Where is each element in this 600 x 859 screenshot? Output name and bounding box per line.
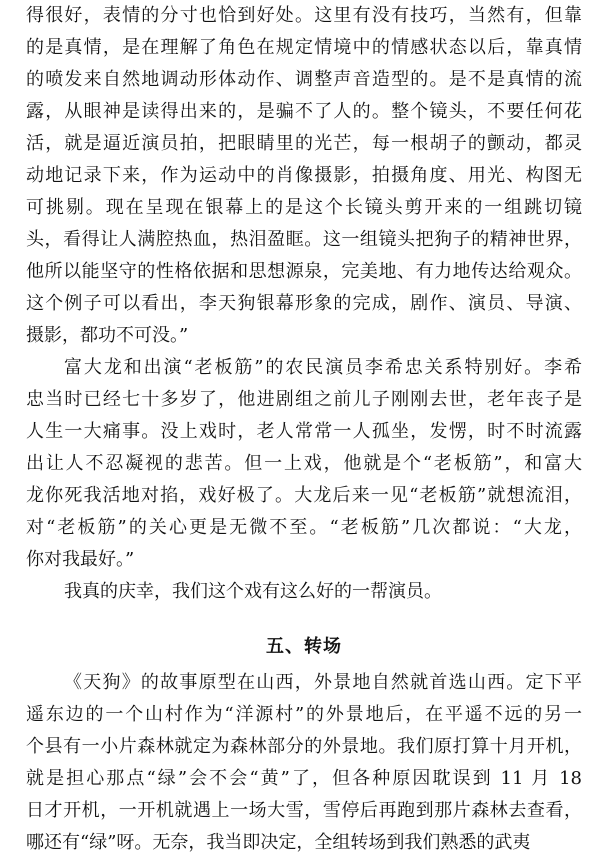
- text-line: 人生一大痛事。没上戏时，老人常常一人孤坐，发愣，时不时流露: [26, 421, 582, 442]
- text-line: 得很好，表情的分寸也恰到好处。这里有没有技巧，当然有，但靠: [26, 5, 582, 26]
- text-line: 活，就是逼近演员拍，把眼睛里的光芒，每一根胡子的颤动，都灵: [26, 133, 582, 154]
- text-line: 忠当时已经七十多岁了，他进剧组之前儿子刚刚去世，老年丧子是: [26, 389, 582, 410]
- text-line: 遥东边的一个山村作为“洋源村”的外景地后，在平遥不远的另一: [26, 704, 582, 725]
- text-line: 《天狗》的故事原型在山西，外景地自然就首选山西。定下平: [64, 672, 582, 693]
- paragraph: [26, 0, 582, 352]
- section-heading: 五、转场: [266, 636, 342, 657]
- text-line: 他所以能坚守的性格依据和思想源泉，完美地、有力地传达给观众。: [26, 261, 582, 282]
- text-line: 的是真情，是在理解了角色在规定情境中的情感状态以后，靠真情: [26, 37, 582, 58]
- text-line: 的喷发来自然地调动形体动作、调整声音造型的。是不是真情的流: [26, 69, 582, 90]
- text-line: 动地记录下来，作为运动中的肖像摄影，拍摄角度、用光、构图无: [26, 165, 582, 186]
- text-line: 这个例子可以看出，李天狗银幕形象的完成，剧作、演员、导演、: [26, 293, 582, 314]
- text-line: 我真的庆幸，我们这个戏有这么好的一帮演员。: [64, 581, 442, 602]
- paragraph: [26, 576, 582, 608]
- text-line: 对“老板筋”的关心更是无微不至。“老板筋”几次都说：“大龙，: [26, 517, 582, 538]
- text-line: 摄影，都功不可没。”: [26, 325, 189, 346]
- text-body-before-heading: [26, 0, 582, 608]
- text-line: 你对我最好。”: [26, 549, 135, 570]
- book-page: [26, 0, 582, 859]
- text-line: 个县有一小片森林就定为森林部分的外景地。我们原打算十月开机，: [26, 736, 582, 757]
- text-line: 龙你死我活地对掐，戏好极了。大龙后来一见“老板筋”就想流泪，: [26, 485, 582, 506]
- text-line: 日才开机，一开机就遇上一场大雪，雪停后再跑到那片森林去查看，: [26, 800, 582, 821]
- section-gap: [26, 608, 582, 627]
- text-line: 头，看得让人满腔热血，热泪盈眶。这一组镜头把狗子的精神世界，: [26, 229, 582, 250]
- text-line: 就是担心那点“绿”会不会“黄”了，但各种原因耽误到 11 月 18: [26, 768, 582, 789]
- text-line: 富大龙和出演“老板筋”的农民演员李希忠关系特别好。李希: [64, 357, 582, 378]
- paragraph: [26, 667, 582, 859]
- text-line: 可挑剔。现在呈现在银幕上的是这个长镜头剪开来的一组跳切镜: [26, 197, 582, 218]
- text-line: 出让人不忍凝视的悲苦。但一上戏，他就是个“老板筋”，和富大: [26, 453, 582, 474]
- text-body-after-heading: [26, 667, 582, 859]
- text-line: 露，从眼神是读得出来的，是骗不了人的。整个镜头，不要任何花: [26, 101, 582, 122]
- text-line: 哪还有“绿”呀。无奈，我当即决定，全组转场到我们熟悉的武夷: [26, 832, 531, 853]
- paragraph: [26, 352, 582, 576]
